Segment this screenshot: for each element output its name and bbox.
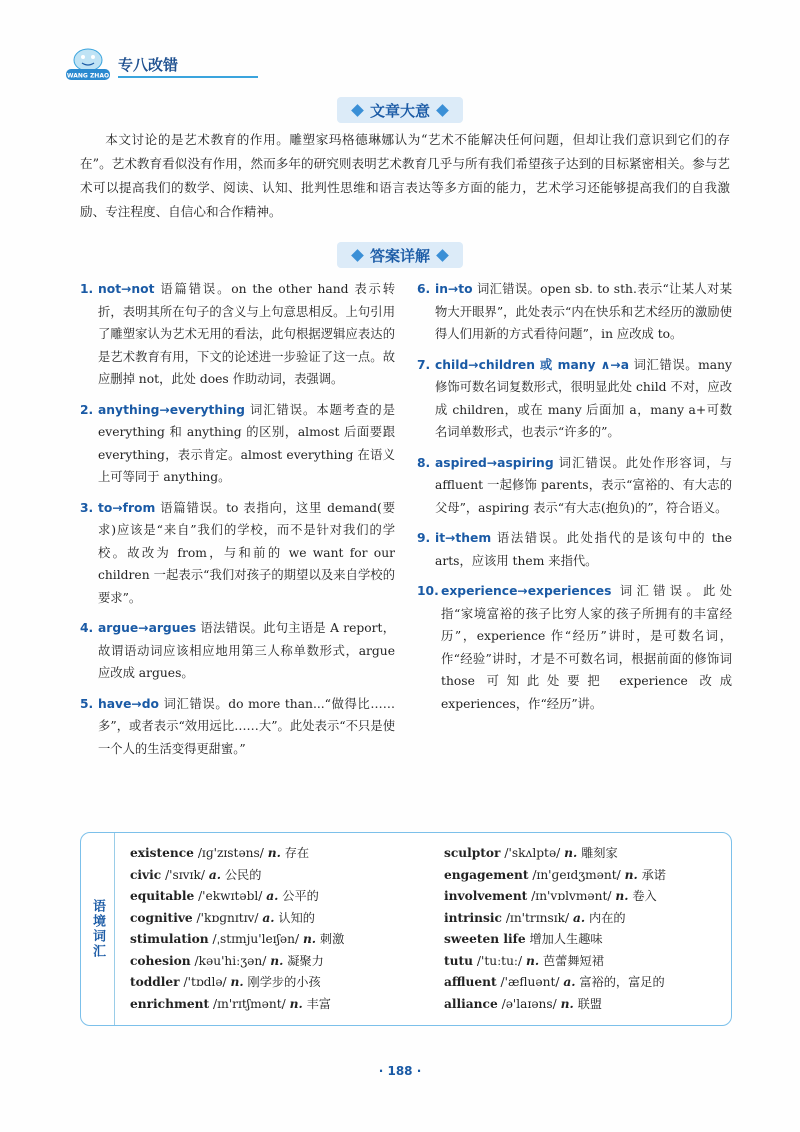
vocab-entry [444,929,724,951]
answer-correction: anything→everything [98,402,245,417]
vocab-entry [130,994,430,1016]
vocab-pos: n. [560,996,574,1011]
vocab-meaning: 认知的 [278,910,315,925]
vocab-word: sweeten life [444,932,526,946]
answer-explanation: 词汇错误。此处作形容词，与 affluent 一起修饰 parents，表示“富裕的、有大志的父母”，aspiring 表示“有大志(抱负)的”，符合语义。 [435,455,732,515]
answer-item-3 [80,497,395,610]
summary-title-text: 文章大意 [369,101,431,120]
answer-number: 2. [80,402,94,417]
vocab-ipa: /ɪɡ'zɪstəns/ [197,846,264,860]
vocab-pos: n. [302,932,317,946]
vocab-pos: a. [563,975,576,989]
answer-number: 6. [417,282,431,296]
answers-right-column [417,278,732,723]
vocab-entry [444,865,724,887]
vocab-entry [130,951,430,973]
vocab-ipa: /'kɒɡnɪtɪv/ [196,910,259,925]
answer-explanation: 词汇错误。many 修饰可数名词复数形式，很明显此处 child 不对，应改成 children，或在 many 后面加 a，many a+可数名词单数形式，也表示“许多的”。 [435,357,733,439]
answer-explanation: 词汇错误。本题考查的是 everything 和 anything 的区别，almost 后面要跟 everything，表示肯定。almost everything 在语义上可等同于 anything。 [98,402,395,484]
vocab-word: tutu [444,953,473,968]
vocab-word: involvement [444,889,528,903]
vocab-entry [130,929,430,951]
vocab-word: stimulation [130,932,209,946]
answer-number: 7. [417,357,431,372]
answer-correction: not→not [98,282,155,296]
vocab-entry [444,994,724,1016]
vocab-ipa: /ˌstɪmju'leɪʃən/ [212,932,300,946]
vocab-meaning: 雕刻家 [581,846,618,860]
vocab-meaning: 刚学步的小孩 [247,975,321,989]
vocab-entry [130,843,430,865]
vocab-pos: n. [564,846,578,860]
answer-correction: it→them [435,531,492,545]
vocab-word: cognitive [130,910,193,925]
vocab-entry [444,908,724,930]
vocab-pos: n. [270,953,284,968]
vocab-meaning: 内在的 [589,910,626,925]
vocab-entry [444,951,724,973]
vocab-word: civic [130,867,162,882]
answer-item-9 [417,527,732,572]
vocab-ipa: /'æfluənt/ [500,975,560,989]
answer-correction: aspired→aspiring [435,455,554,470]
book-logo-icon [64,46,112,82]
vocab-ipa: /'tuːtuː/ [476,953,523,968]
vocab-meaning: 凝聚力 [287,953,324,968]
vocab-pos: a. [266,889,279,903]
vocab-pos: n. [624,867,638,882]
vocab-meaning: 承诺 [641,867,666,882]
answer-correction: in→to [435,282,473,296]
vocab-ipa: /ə'laɪəns/ [501,996,557,1011]
vocab-entry [444,972,724,994]
vocab-word: alliance [444,996,498,1011]
answer-number: 9. [417,531,431,545]
vocab-pos: a. [573,910,586,925]
vocab-ipa: /'sɪvɪk/ [165,867,205,882]
vocab-meaning: 增加人生趣味 [529,932,603,946]
vocab-entry [130,972,430,994]
vocab-ipa: /'tɒdlə/ [183,975,227,989]
vocab-meaning: 卷入 [632,889,657,903]
vocab-ipa: /'skʌlptə/ [504,846,561,860]
answer-correction: to→from [98,500,156,515]
diamond-icon [351,104,364,117]
vocab-meaning: 丰富 [306,996,331,1011]
vocab-meaning: 公民的 [224,867,262,882]
vocab-word: engagement [444,867,529,882]
vocabulary-label-strip [81,833,115,1025]
answer-explanation: 词汇错误。do more than...“做得比……多”，或者表示“效用远比……大”。此处表示“不只是使一个人的生活变得更甜蜜。” [98,696,395,756]
vocab-meaning: 联盟 [577,996,602,1011]
summary-paragraph: 本文讨论的是艺术教育的作用。雕塑家玛格德琳娜认为“艺术不能解决任何问题，但却让我们意识到它们的存在”。艺术教育看似没有作用，然而多年的研究则表明艺术教育几乎与所有我们希望孩子达到的目标紧密相关。参与艺术可以提高我们的数学、阅读、认知、批判性思维和语言表达等多方面的能力，艺术学习还能够提高我们的自我激励、专注程度、自信心和合作精神。 [80,132,730,219]
vocab-ipa: /ɪn'vɒlvmənt/ [531,889,612,903]
vocab-word: enrichment [130,996,210,1011]
vocab-pos: a. [208,867,221,882]
answers-title-text: 答案详解 [369,246,431,265]
vocab-entry [444,843,724,865]
summary-section-title [337,97,463,123]
answer-correction: child→children 或 many ∧→a [435,357,630,372]
answer-number: 10. [417,584,439,598]
answer-item-8 [417,452,732,520]
answer-item-1 [80,278,395,391]
answer-explanation: 语法错误。此句主语是 A report，故谓语动词应该相应地用第三人称单数形式，argue 应改成 argues。 [98,621,395,680]
vocab-pos: n. [289,996,303,1011]
page-number: · 188 · [378,1064,422,1078]
header-rule [118,76,258,78]
diamond-icon [436,104,449,117]
vocab-ipa: /ɪn'rɪtʃmənt/ [212,996,286,1011]
vocabulary-right-column [444,843,724,1015]
answer-item-5 [80,693,395,761]
answer-number: 5. [80,696,94,711]
answer-number: 3. [80,500,94,515]
vocab-word: equitable [130,889,195,903]
answer-explanation: 语篇错误。to 表指向，这里 demand(要求)应该是“来自”我们的学校，而不是针对我们的学校。故改为 from，与和前的 we want for our children 一起表示“我们对孩子的期望以及来自学校的要求”。 [98,500,395,605]
vocabulary-left-column [130,843,430,1015]
vocab-entry [130,865,430,887]
answer-explanation: 词汇错误。open sb. to sth.表示“让某人对某物大开眼界”，此处表示“内在快乐和艺术经历的激励使得人们用新的方式看待问题”，in 应改成 to。 [435,282,732,341]
vocab-entry [130,886,430,908]
vocab-word: toddler [130,975,180,989]
vocab-ipa: /ɪn'trɪnsɪk/ [505,910,570,925]
answer-number: 8. [417,455,431,470]
answer-number: 4. [80,621,94,635]
answer-explanation: 语篇错误。on the other hand 表示转折，表明其所在句子的含义与上句意思相反。上句引用了雕塑家认为艺术无用的看法，此句根据逻辑应表达的是艺术教育有用，下文的论述进一步验证了这一点。故应删掉 not，此处 does 作助动词，表强调。 [98,282,395,386]
answer-item-6 [417,278,732,346]
answer-explanation: 语法错误。此处指代的是该句中的 the arts，应该用 them 来指代。 [435,531,732,568]
vocab-pos: n. [230,975,244,989]
diamond-icon [351,249,364,262]
logo-text: WANG ZHAO [66,72,110,80]
vocab-ipa: /kəu'hiːʒən/ [194,953,267,968]
vocabulary-box [80,832,732,1026]
vocab-word: intrinsic [444,910,502,925]
vocab-ipa: /ɪn'ɡeɪdʒmənt/ [532,867,621,882]
vocab-pos: n. [526,953,540,968]
answer-correction: have→do [98,696,159,711]
vocab-word: sculptor [444,846,501,860]
vocab-entry [444,886,724,908]
vocab-pos: n. [615,889,629,903]
answer-explanation: 词汇错误。此处指“家境富裕的孩子比穷人家的孩子所拥有的丰富经历”，experience 作“经历”讲时，是可数名词，作“经验”讲时，才是不可数名词，根据前面的修饰词 those 可知此处要把 experience 改成 experiences，作“经历”讲。 [441,584,732,711]
vocab-pos: n. [267,846,281,860]
answer-correction: argue→argues [98,621,197,635]
vocab-word: affluent [444,975,497,989]
answer-item-4 [80,617,395,685]
vocab-word: cohesion [130,953,191,968]
vocab-meaning: 富裕的，富足的 [579,975,665,989]
answer-item-7 [417,354,732,444]
vocab-meaning: 公平的 [282,889,319,903]
answers-left-column [80,278,395,768]
page-header [64,46,194,82]
vocab-pos: a. [262,910,275,925]
vocab-meaning: 存在 [284,846,310,860]
vocab-meaning: 刺激 [319,932,345,946]
vocab-word: existence [130,846,194,860]
vocabulary-label: 语境词汇 [90,899,105,959]
vocab-meaning: 芭蕾舞短裙 [543,953,604,968]
answer-item-2 [80,399,395,489]
answer-number: 1. [80,282,94,296]
vocab-entry [130,908,430,930]
answer-correction: experience→experiences [441,584,612,598]
answers-section-title [337,242,463,268]
answer-item-10 [417,580,732,715]
diamond-icon [436,249,449,262]
vocab-ipa: /'ekwɪtəbl/ [198,889,263,903]
header-title: 专八改错 [118,56,179,74]
